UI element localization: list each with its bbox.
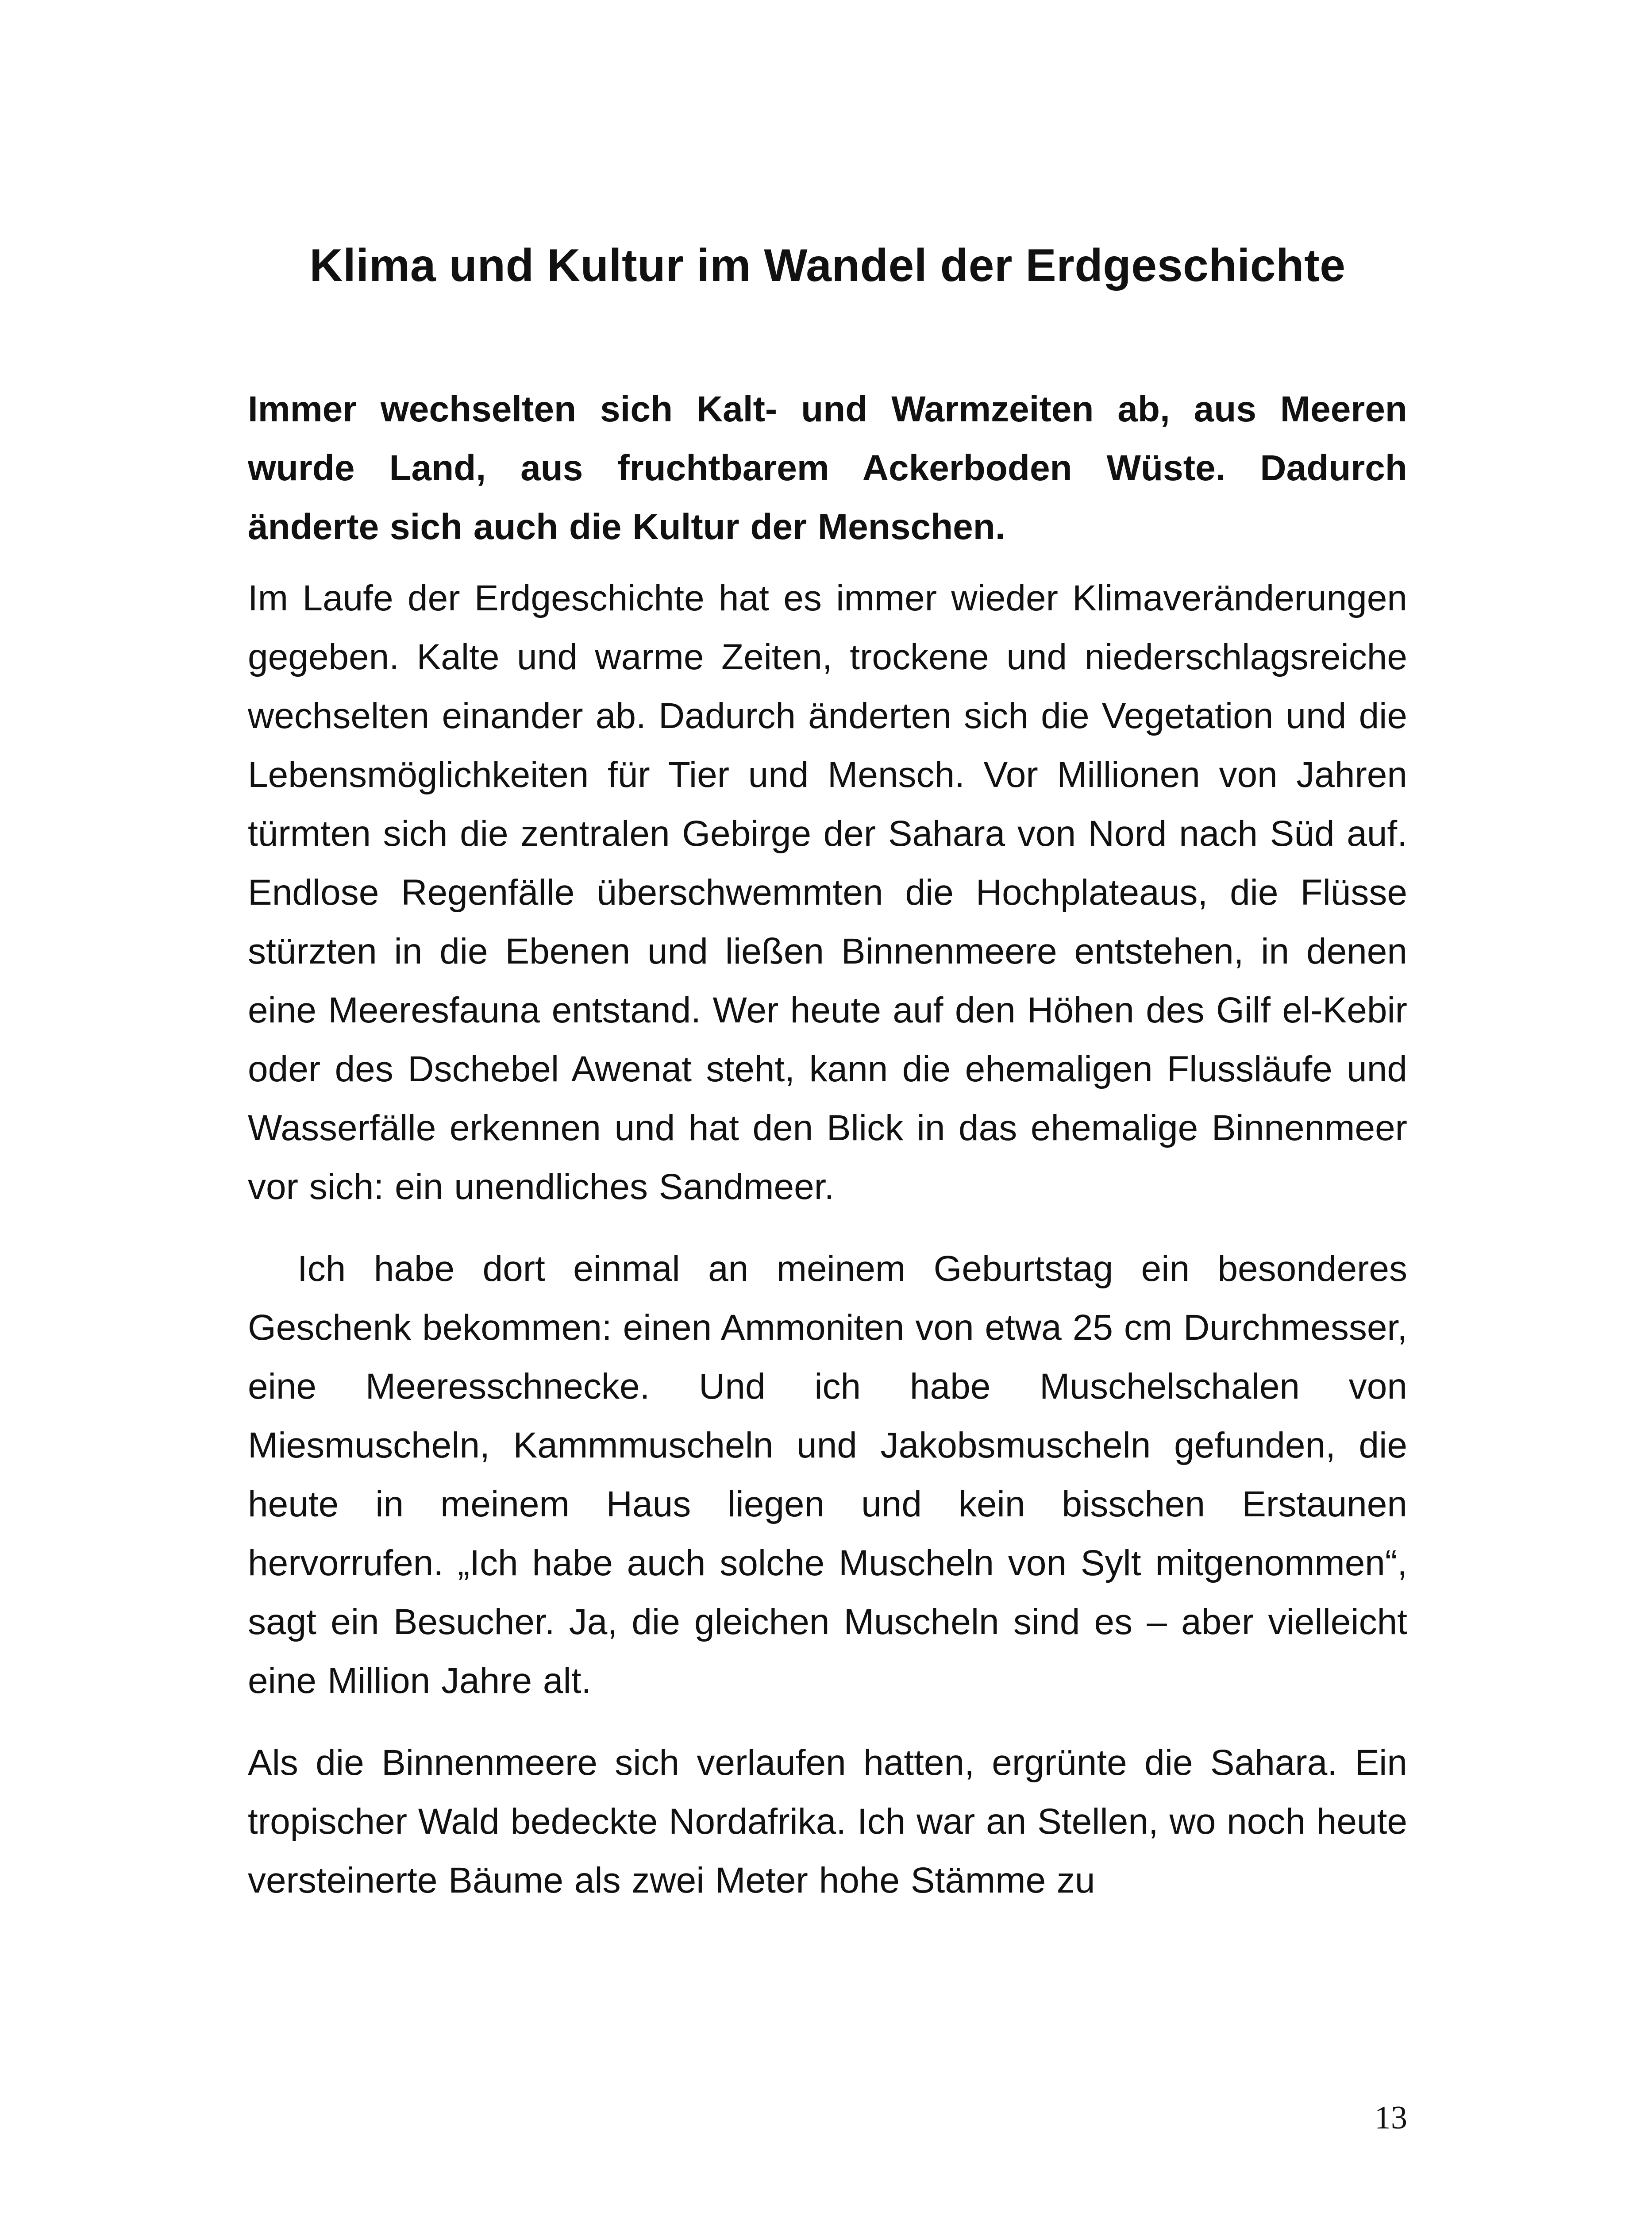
paragraph-1: Im Laufe der Erdgeschichte hat es immer wieder Klimaveränderungen gegeben. Kalte und warme Zeiten, trockene und niederschlagsreiche wechselten einander ab. Dadurch änderten sich die Vegetation und die Lebensmöglichkeiten für Tier und Mensch. Vor Millionen von Jahren türmten sich die zentralen Gebirge der Sahara von Nord nach Süd auf. Endlose Regenfälle überschwemmten die Hochplateaus, die Flüsse stürzten in die Ebenen und ließen Binnenmeere entstehen, in denen eine Meeresfauna entstand. Wer heute auf den Höhen des Gilf el-Kebir oder des Dschebel Awenat steht, kann die ehemaligen Flussläufe und Wasserfälle erkennen und hat den Blick in das ehemalige Binnenmeer vor sich: ein unendliches Sandmeer. (248, 578, 1407, 1207)
body-text (248, 380, 1407, 1910)
page-number: 13 (1375, 2100, 1407, 2136)
page-title: Klima und Kultur im Wandel der Erdgeschichte (309, 240, 1346, 291)
paragraph-3: Als die Binnenmeere sich verlaufen hatten, ergrünte die Sahara. Ein tropischer Wald bedeckte Nordafrika. Ich war an Stellen, wo noch heute versteinerte Bäume als zwei Meter hohe Stämme zu (248, 1743, 1407, 1901)
paragraph-2: Ich habe dort einmal an meinem Geburtstag ein besonderes Geschenk bekommen: einen Ammoniten von etwa 25 cm Durchmesser, eine Meeresschnecke. Und ich habe Muschelschalen von Miesmuscheln, Kammmuscheln und Jakobsmuscheln gefunden, die heute in meinem Haus liegen und kein bisschen Erstaunen hervorrufen. „Ich habe auch solche Muscheln von Sylt mitgenommen“, sagt ein Besucher. Ja, die gleichen Muscheln sind es – aber vielleicht eine Million Jahre alt. (248, 1249, 1407, 1701)
lead-paragraph: Immer wechselten sich Kalt- und Warmzeiten ab, aus Meeren wurde Land, aus fruchtbarem Ackerboden Wüste. Dadurch änderte sich auch die Kultur der Menschen. (248, 389, 1407, 547)
